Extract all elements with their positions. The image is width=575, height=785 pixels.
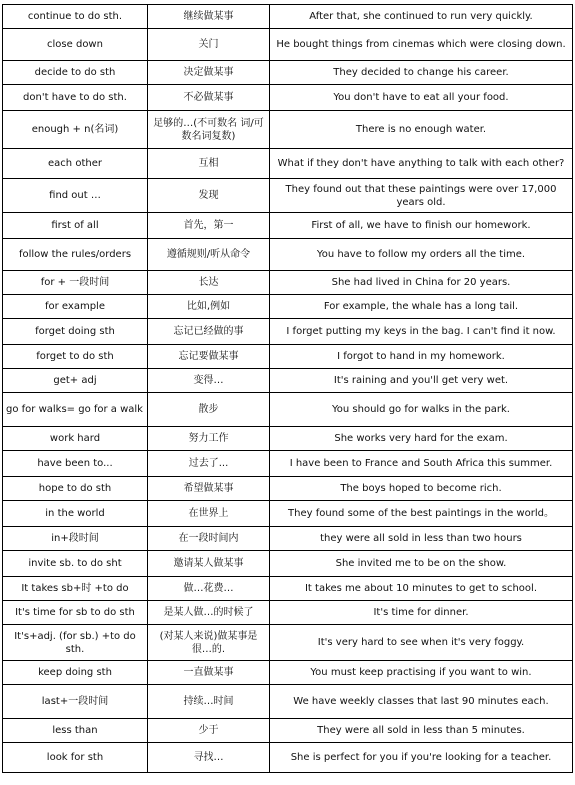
- meaning-cell: 首先，第一: [148, 213, 270, 239]
- table-row: [3, 551, 573, 577]
- meaning-cell: 继续做某事: [148, 5, 270, 29]
- meaning-cell: 散步: [148, 393, 270, 427]
- example-cell: What if they don't have anything to talk with each other?: [270, 149, 573, 179]
- table-row: [3, 29, 573, 61]
- table-row: [3, 149, 573, 179]
- phrase-cell: enough + n(名词): [3, 111, 148, 149]
- table-row: [3, 625, 573, 661]
- phrase-cell: hope to do sth: [3, 477, 148, 501]
- phrase-cell: less than: [3, 719, 148, 743]
- meaning-cell: 过去了...: [148, 451, 270, 477]
- phrase-cell: for + 一段时间: [3, 271, 148, 295]
- meaning-cell: 长达: [148, 271, 270, 295]
- meaning-cell: 关门: [148, 29, 270, 61]
- meaning-cell: 决定做某事: [148, 61, 270, 85]
- table-row: [3, 393, 573, 427]
- table-row: [3, 271, 573, 295]
- table-row: [3, 427, 573, 451]
- table-row: [3, 213, 573, 239]
- table-row: [3, 111, 573, 149]
- phrase-cell: first of all: [3, 213, 148, 239]
- table-row: [3, 239, 573, 271]
- example-cell: they were all sold in less than two hours: [270, 527, 573, 551]
- example-cell: We have weekly classes that last 90 minutes each.: [270, 685, 573, 719]
- meaning-cell: 少于: [148, 719, 270, 743]
- table-row: [3, 743, 573, 773]
- phrase-cell: in the world: [3, 501, 148, 527]
- phrase-cell: invite sb. to do sht: [3, 551, 148, 577]
- example-cell: They found out that these paintings were over 17,000 years old.: [270, 179, 573, 213]
- example-cell: There is no enough water.: [270, 111, 573, 149]
- example-cell: For example, the whale has a long tail.: [270, 295, 573, 319]
- example-cell: It's very hard to see when it's very foggy.: [270, 625, 573, 661]
- example-cell: I have been to France and South Africa this summer.: [270, 451, 573, 477]
- table-row: [3, 5, 573, 29]
- meaning-cell: 在一段时间内: [148, 527, 270, 551]
- meaning-cell: 是某人做…的时候了: [148, 601, 270, 625]
- table-row: [3, 369, 573, 393]
- phrase-cell: work hard: [3, 427, 148, 451]
- vocabulary-table: [2, 4, 573, 773]
- example-cell: It's time for dinner.: [270, 601, 573, 625]
- table-row: [3, 719, 573, 743]
- phrase-cell: It's time for sb to do sth: [3, 601, 148, 625]
- example-cell: You must keep practising if you want to win.: [270, 661, 573, 685]
- table-row: [3, 601, 573, 625]
- table-row: [3, 61, 573, 85]
- phrase-cell: decide to do sth: [3, 61, 148, 85]
- table-row: [3, 451, 573, 477]
- example-cell: It takes me about 10 minutes to get to school.: [270, 577, 573, 601]
- example-cell: You don't have to eat all your food.: [270, 85, 573, 111]
- meaning-cell: 一直做某事: [148, 661, 270, 685]
- table-row: [3, 179, 573, 213]
- meaning-cell: 比如,例如: [148, 295, 270, 319]
- table-row: [3, 685, 573, 719]
- meaning-cell: 做…花费…: [148, 577, 270, 601]
- meaning-cell: 足够的…(不可数名 词/可数名词复数): [148, 111, 270, 149]
- meaning-cell: 忘记要做某事: [148, 345, 270, 369]
- example-cell: They decided to change his career.: [270, 61, 573, 85]
- phrase-cell: each other: [3, 149, 148, 179]
- phrase-cell: in+段时间: [3, 527, 148, 551]
- table-row: [3, 295, 573, 319]
- example-cell: You should go for walks in the park.: [270, 393, 573, 427]
- table-row: [3, 577, 573, 601]
- example-cell: The boys hoped to become rich.: [270, 477, 573, 501]
- phrase-cell: look for sth: [3, 743, 148, 773]
- phrase-cell: get+ adj: [3, 369, 148, 393]
- example-cell: First of all, we have to finish our homework.: [270, 213, 573, 239]
- phrase-cell: for example: [3, 295, 148, 319]
- example-cell: They were all sold in less than 5 minutes.: [270, 719, 573, 743]
- meaning-cell: 希望做某事: [148, 477, 270, 501]
- example-cell: He bought things from cinemas which were closing down.: [270, 29, 573, 61]
- table-row: [3, 85, 573, 111]
- meaning-cell: 持续…时间: [148, 685, 270, 719]
- table-row: [3, 319, 573, 345]
- meaning-cell: 努力工作: [148, 427, 270, 451]
- phrase-cell: last+一段时间: [3, 685, 148, 719]
- table-row: [3, 661, 573, 685]
- meaning-cell: 邀请某人做某事: [148, 551, 270, 577]
- meaning-cell: 互相: [148, 149, 270, 179]
- phrase-cell: follow the rules/orders: [3, 239, 148, 271]
- example-cell: She works very hard for the exam.: [270, 427, 573, 451]
- meaning-cell: 不必做某事: [148, 85, 270, 111]
- meaning-cell: 寻找…: [148, 743, 270, 773]
- phrase-cell: forget to do sth: [3, 345, 148, 369]
- example-cell: She is perfect for you if you're looking for a teacher.: [270, 743, 573, 773]
- table-row: [3, 345, 573, 369]
- example-cell: She had lived in China for 20 years.: [270, 271, 573, 295]
- example-cell: They found some of the best paintings in the world。: [270, 501, 573, 527]
- meaning-cell: (对某人来说)做某事是很…的.: [148, 625, 270, 661]
- example-cell: I forget putting my keys in the bag. I can't find it now.: [270, 319, 573, 345]
- example-cell: You have to follow my orders all the time.: [270, 239, 573, 271]
- phrase-cell: forget doing sth: [3, 319, 148, 345]
- example-cell: I forgot to hand in my homework.: [270, 345, 573, 369]
- phrase-cell: close down: [3, 29, 148, 61]
- example-cell: She invited me to be on the show.: [270, 551, 573, 577]
- phrase-cell: keep doing sth: [3, 661, 148, 685]
- phrase-cell: continue to do sth.: [3, 5, 148, 29]
- phrase-cell: It takes sb+时 +to do: [3, 577, 148, 601]
- phrase-cell: don't have to do sth.: [3, 85, 148, 111]
- example-cell: It's raining and you'll get very wet.: [270, 369, 573, 393]
- meaning-cell: 在世界上: [148, 501, 270, 527]
- meaning-cell: 忘记已经做的事: [148, 319, 270, 345]
- example-cell: After that, she continued to run very quickly.: [270, 5, 573, 29]
- table-row: [3, 527, 573, 551]
- phrase-cell: have been to...: [3, 451, 148, 477]
- phrase-cell: go for walks= go for a walk: [3, 393, 148, 427]
- meaning-cell: 变得…: [148, 369, 270, 393]
- phrase-cell: find out …: [3, 179, 148, 213]
- meaning-cell: 遵循规则/听从命令: [148, 239, 270, 271]
- table-row: [3, 501, 573, 527]
- table-body: [3, 5, 573, 773]
- table-row: [3, 477, 573, 501]
- meaning-cell: 发现: [148, 179, 270, 213]
- phrase-cell: It's+adj. (for sb.) +to do sth.: [3, 625, 148, 661]
